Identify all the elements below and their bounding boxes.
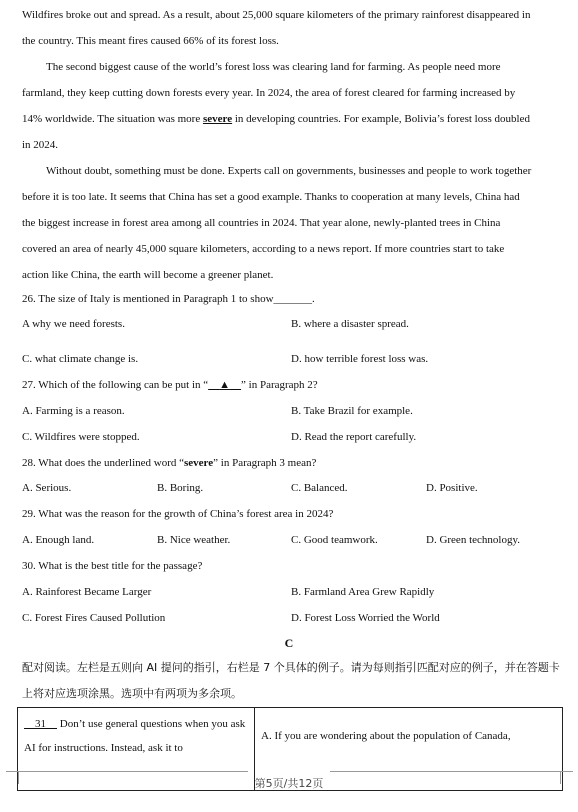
section-instructions: 配对阅读。左栏是五则向 AI 提问的指引，右栏是 7 个具体的例子。请为每则指引匹配对应的例子，并在答题卡上将对应选项涂黑。选项中有两项为多余项。 [22, 661, 560, 700]
q29-option-d[interactable]: D. Green technology. [426, 534, 520, 546]
underlined-word: severe [202, 113, 233, 125]
question-28 [22, 456, 316, 470]
section-heading: C [284, 636, 294, 650]
example-cell: A. If you are wondering about the population of Canada, [255, 708, 563, 791]
q26-option-a[interactable]: A why we need forests. [22, 318, 125, 330]
q28-stem-before: 28. What does the underlined word “ [22, 457, 185, 469]
paragraph-2-line-3 [22, 106, 562, 132]
paragraph-2-line-2: farmland, they keep cutting down forests every year. In 2024, the area of forest cleared for farming increased by [22, 87, 516, 99]
q28-option-d[interactable]: D. Positive. [426, 482, 478, 494]
q29-option-a[interactable]: A. Enough land. [22, 534, 95, 546]
q28-stem-word: severe [184, 457, 214, 469]
q26-option-d[interactable]: D. how terrible forest loss was. [291, 353, 429, 365]
question-26: 26. The size of Italy is mentioned in Paragraph 1 to show_______. [22, 293, 315, 305]
q29-option-b[interactable]: B. Nice weather. [157, 534, 231, 546]
q27-stem-after: ” in Paragraph 2? [241, 379, 318, 391]
paragraph-1-line-1: Wildfires broke out and spread. As a result, about 25,000 square kilometers of the primary rainforest disappeared in [22, 9, 531, 21]
paragraph-3-line-1: Without doubt, something must be done. Experts call on governments, businesses and people to work together [46, 165, 532, 177]
paragraph-2-line-1: The second biggest cause of the world’s forest loss was clearing land for farming. As people need more [46, 61, 501, 73]
q26-option-c[interactable]: C. what climate change is. [22, 353, 139, 365]
q27-option-a[interactable]: A. Farming is a reason. [22, 405, 125, 417]
p2-text-after: in developing countries. For example, Bolivia’s forest loss doubled [232, 113, 530, 125]
blank-number: 31 [35, 718, 46, 730]
q29-option-c[interactable]: C. Good teamwork. [291, 534, 378, 546]
question-30: 30. What is the best title for the passage? [22, 560, 203, 572]
q27-option-c[interactable]: C. Wildfires were stopped. [22, 431, 140, 443]
paragraph-3-line-4: covered an area of nearly 45,000 square kilometers, according to a news report. If more countries start to take [22, 243, 505, 255]
q28-option-b[interactable]: B. Boring. [157, 482, 204, 494]
q30-option-c[interactable]: C. Forest Fires Caused Pollution [22, 612, 166, 624]
paragraph-3-line-5: action like China, the earth will become a greener planet. [22, 269, 274, 281]
page-number: 第5页/共12页 [254, 777, 324, 790]
question-27 [22, 378, 318, 392]
triangle-icon: ▲ [219, 379, 231, 391]
paragraph-3-line-2: before it is too late. It seems that China has set a good example. Thanks to cooperation at many levels, China had [22, 191, 520, 203]
q28-stem-after: ” in Paragraph 3 mean? [213, 457, 317, 469]
q30-option-b[interactable]: B. Farmland Area Grew Rapidly [291, 586, 435, 598]
footer-rule-left [18, 771, 248, 772]
footer-rule-right [330, 771, 560, 772]
q30-option-d[interactable]: D. Forest Loss Worried the World [291, 612, 440, 624]
q28-option-a[interactable]: A. Serious. [22, 482, 72, 494]
paragraph-3-line-3: the biggest increase in forest area among all countries in 2024. That year alone, newly-planted trees in China [22, 217, 501, 229]
q27-stem-before: 27. Which of the following can be put in “ [22, 379, 209, 391]
paragraph-1-line-2: the country. This meant fires caused 66% of its forest loss. [22, 35, 279, 47]
paragraph-2-line-4: in 2024. [22, 139, 59, 151]
q26-option-b[interactable]: B. where a disaster spread. [291, 318, 409, 330]
question-29: 29. What was the reason for the growth of China’s forest area in 2024? [22, 508, 334, 520]
q27-option-b[interactable]: B. Take Brazil for example. [291, 405, 413, 417]
guideline-text: Don’t use general questions when you ask AI for instructions. Instead, ask it to [24, 718, 246, 754]
q27-option-d[interactable]: D. Read the report carefully. [291, 431, 417, 443]
q28-option-c[interactable]: C. Balanced. [291, 482, 348, 494]
p2-text-before: 14% worldwide. The situation was more [22, 113, 203, 125]
q30-option-a[interactable]: A. Rainforest Became Larger [22, 586, 152, 598]
